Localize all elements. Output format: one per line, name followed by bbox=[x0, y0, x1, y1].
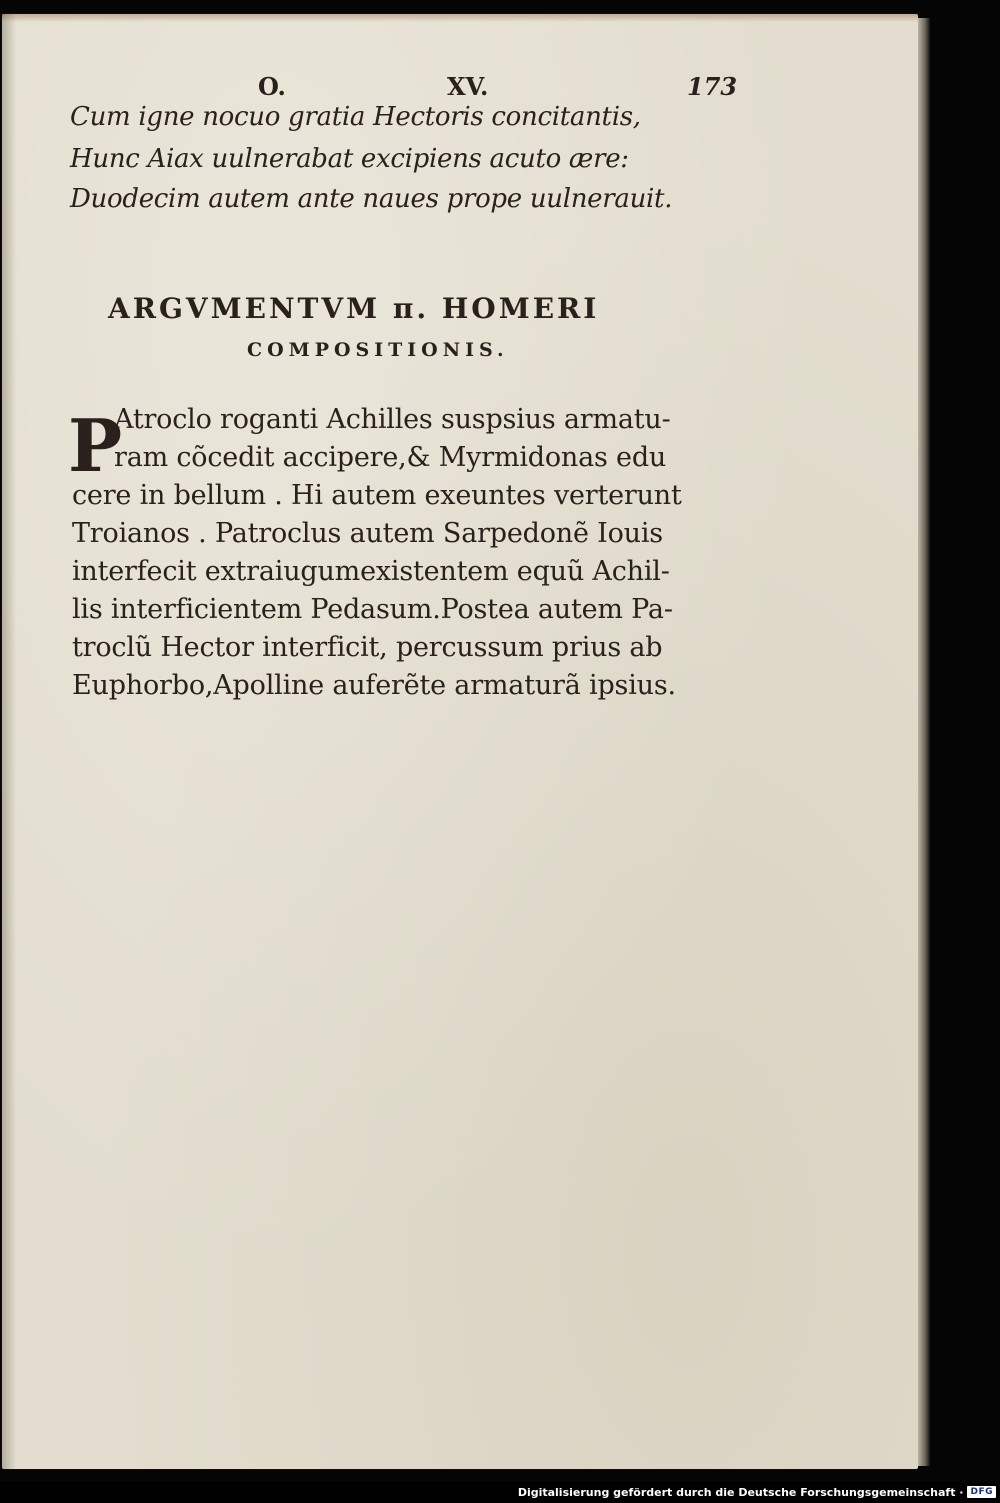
drop-cap: P bbox=[68, 403, 123, 488]
section-subtitle: COMPOSITIONIS. bbox=[247, 339, 509, 361]
digitization-footer bbox=[518, 1484, 996, 1500]
argument-line: ram cõcedit accipere,& Myrmidonas edu bbox=[114, 442, 667, 473]
running-head-left: O. bbox=[258, 72, 286, 101]
section-title: ARGVMENTVM π. HOMERI bbox=[108, 292, 600, 325]
argument-line: cere in bellum . Hi autem exeuntes verterunt bbox=[72, 480, 682, 511]
argument-line: Euphorbo,Apolline auferẽte armaturã ipsius. bbox=[72, 670, 676, 701]
dfg-logo-icon: DFG bbox=[967, 1486, 996, 1498]
page-number: 173 bbox=[687, 72, 738, 101]
page-edge bbox=[918, 18, 930, 1466]
running-head-center: XV. bbox=[447, 72, 489, 101]
argument-line: interfecit extraiugumexistentem equũ Achil- bbox=[72, 556, 670, 587]
verse-line: Duodecim autem ante naues prope uulnerauit. bbox=[70, 184, 673, 214]
verse-line: Hunc Aiax uulnerabat excipiens acuto ære: bbox=[70, 144, 629, 174]
footer-credit: Digitalisierung gefördert durch die Deutsche Forschungsgemeinschaft · bbox=[517, 1485, 964, 1499]
argument-line: troclũ Hector interficit, percussum prius ab bbox=[72, 632, 663, 663]
argument-line: Troianos . Patroclus autem Sarpedonẽ Iouis bbox=[72, 518, 663, 549]
argument-line: Atroclo roganti Achilles suspsius armatu- bbox=[114, 404, 671, 435]
argument-line: lis interficientem Pedasum.Postea autem Pa- bbox=[72, 594, 673, 625]
verse-line: Cum igne nocuo gratia Hectoris concitantis, bbox=[70, 102, 641, 132]
book-page bbox=[2, 14, 918, 1469]
